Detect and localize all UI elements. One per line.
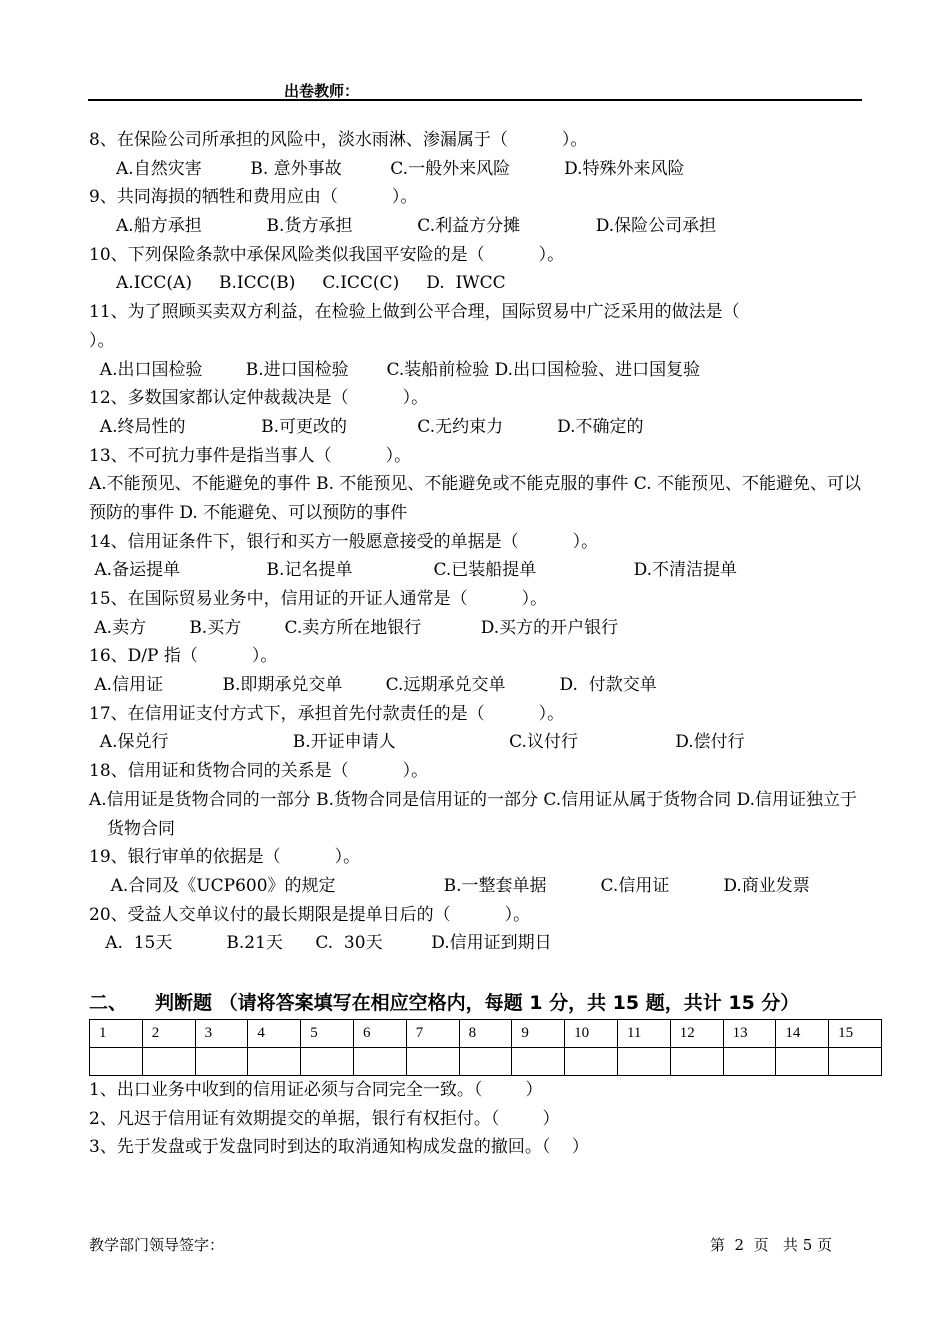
answer-blank-cell[interactable] <box>617 1048 670 1076</box>
option-line-wrapped: A.信用证是货物合同的一部分 B.货物合同是信用证的一部分 C.信用证从属于货物合同 D.信用证独立于货物合同 <box>89 789 858 839</box>
option-line: A.船方承担 B.货方承担 C.利益方分摊 D.保险公司承担 <box>89 216 717 237</box>
question-line: 15、在国际贸易业务中，信用证的开证人通常是（ ）。 <box>89 589 548 610</box>
answer-blank-row <box>90 1048 882 1076</box>
page-content <box>89 126 864 1162</box>
answer-number-cell: 14 <box>776 1020 829 1048</box>
question-line: 14、信用证条件下，银行和买方一般愿意接受的单据是（ ）。 <box>89 531 599 552</box>
answer-number-cell: 5 <box>301 1020 354 1048</box>
answer-blank-cell[interactable] <box>829 1048 882 1076</box>
option-line-wrapped: A.不能预见、不能避免的事件 B. 不能预见、不能避免或不能克服的事件 C. 不能预见、不能避免、可以预防的事件 D. 不能避免、可以预防的事件 <box>89 474 861 523</box>
page-number: 第 2 页 共 5 页 <box>710 1236 832 1254</box>
question-line-continued: ）。 <box>89 330 115 351</box>
answer-blank-cell[interactable] <box>723 1048 776 1076</box>
question-line: 12、多数国家都认定仲裁裁决是（ ）。 <box>89 388 429 409</box>
judgment-question: 2、凡迟于信用证有效期提交的单据，银行有权拒付。（ ） <box>89 1108 560 1129</box>
answer-blank-cell[interactable] <box>406 1048 459 1076</box>
answer-table <box>89 1019 882 1076</box>
answer-number-cell: 15 <box>829 1020 882 1048</box>
answer-blank-cell[interactable] <box>90 1048 143 1076</box>
option-line: A.卖方 B.买方 C.卖方所在地银行 D.买方的开户银行 <box>89 617 619 638</box>
answer-number-cell: 13 <box>723 1020 776 1048</box>
question-line: 11、为了照顾买卖双方利益，在检验上做到公平合理，国际贸易中广泛采用的做法是（ <box>89 302 740 323</box>
answer-blank-cell[interactable] <box>195 1048 248 1076</box>
option-line: A.自然灾害 B. 意外事故 C.一般外来风险 D.特殊外来风险 <box>89 158 685 179</box>
option-line: A.合同及《UCP600》的规定 B.一整套单据 C.信用证 D.商业发票 <box>89 875 810 896</box>
answer-number-cell: 11 <box>617 1020 670 1048</box>
answer-number-cell: 8 <box>459 1020 512 1048</box>
option-line: A.备运提单 B.记名提单 C.已装船提单 D.不清洁提单 <box>89 560 737 581</box>
question-line: 17、在信用证支付方式下，承担首先付款责任的是（ ）。 <box>89 703 565 724</box>
spacer <box>89 958 864 988</box>
answer-number-cell: 1 <box>90 1020 143 1048</box>
answer-number-row <box>90 1020 882 1048</box>
answer-blank-cell[interactable] <box>142 1048 195 1076</box>
option-line: A.保兑行 B.开证申请人 C.议付行 D.偿付行 <box>89 732 745 753</box>
answer-number-cell: 2 <box>142 1020 195 1048</box>
option-line: A.出口国检验 B.进口国检验 C.装船前检验 D.出口国检验、进口国复验 <box>89 359 701 380</box>
section-title: 判断题 （请将答案填写在相应空格内，每题 1 分，共 15 题，共计 15 分） <box>155 992 800 1014</box>
question-line: 10、下列保险条款中承保风险类似我国平安险的是（ ）。 <box>89 244 565 265</box>
answer-number-cell: 6 <box>353 1020 406 1048</box>
question-line: 20、受益人交单议付的最长期限是提单日后的（ ）。 <box>89 904 531 925</box>
answer-number-cell: 9 <box>512 1020 565 1048</box>
judgment-question: 3、先于发盘或于发盘同时到达的取消通知构成发盘的撤回。（ ） <box>89 1137 589 1158</box>
answer-blank-cell[interactable] <box>301 1048 354 1076</box>
judgment-question: 1、出口业务中收到的信用证必须与合同完全一致。（ ） <box>89 1080 543 1100</box>
answer-blank-cell[interactable] <box>565 1048 618 1076</box>
answer-number-cell: 4 <box>248 1020 301 1048</box>
answer-blank-cell[interactable] <box>459 1048 512 1076</box>
answer-blank-cell[interactable] <box>353 1048 406 1076</box>
answer-number-cell: 12 <box>670 1020 723 1048</box>
teacher-label: 出卷教师： <box>284 82 360 100</box>
header-rule <box>88 99 862 101</box>
option-line: A.终局性的 B.可更改的 C.无约束力 D.不确定的 <box>89 416 644 437</box>
question-line: 9、共同海损的牺牲和费用应由（ ）。 <box>89 187 418 208</box>
signature-label: 教学部门领导签字： <box>89 1236 225 1254</box>
question-line: 18、信用证和货物合同的关系是（ ）。 <box>89 761 429 782</box>
option-line: A. 15天 B.21天 C. 30天 D.信用证到期日 <box>89 933 552 954</box>
answer-blank-cell[interactable] <box>670 1048 723 1076</box>
question-line: 19、银行审单的依据是（ ）。 <box>89 847 361 868</box>
section-heading <box>89 988 864 1018</box>
option-line: A.信用证 B.即期承兑交单 C.远期承兑交单 D. 付款交单 <box>89 675 657 696</box>
answer-number-cell: 10 <box>565 1020 618 1048</box>
question-line: 13、不可抗力事件是指当事人（ ）。 <box>89 445 412 466</box>
section-number: 二、 <box>89 992 128 1014</box>
answer-blank-cell[interactable] <box>248 1048 301 1076</box>
question-line: 16、D/P 指（ ）。 <box>89 646 278 667</box>
answer-number-cell: 7 <box>406 1020 459 1048</box>
answer-number-cell: 3 <box>195 1020 248 1048</box>
answer-blank-cell[interactable] <box>512 1048 565 1076</box>
answer-blank-cell[interactable] <box>776 1048 829 1076</box>
option-line: A.ICC(A) B.ICC(B) C.ICC(C) D. IWCC <box>89 273 506 294</box>
question-line: 8、在保险公司所承担的风险中，淡水雨淋、渗漏属于（ ）。 <box>89 130 588 150</box>
